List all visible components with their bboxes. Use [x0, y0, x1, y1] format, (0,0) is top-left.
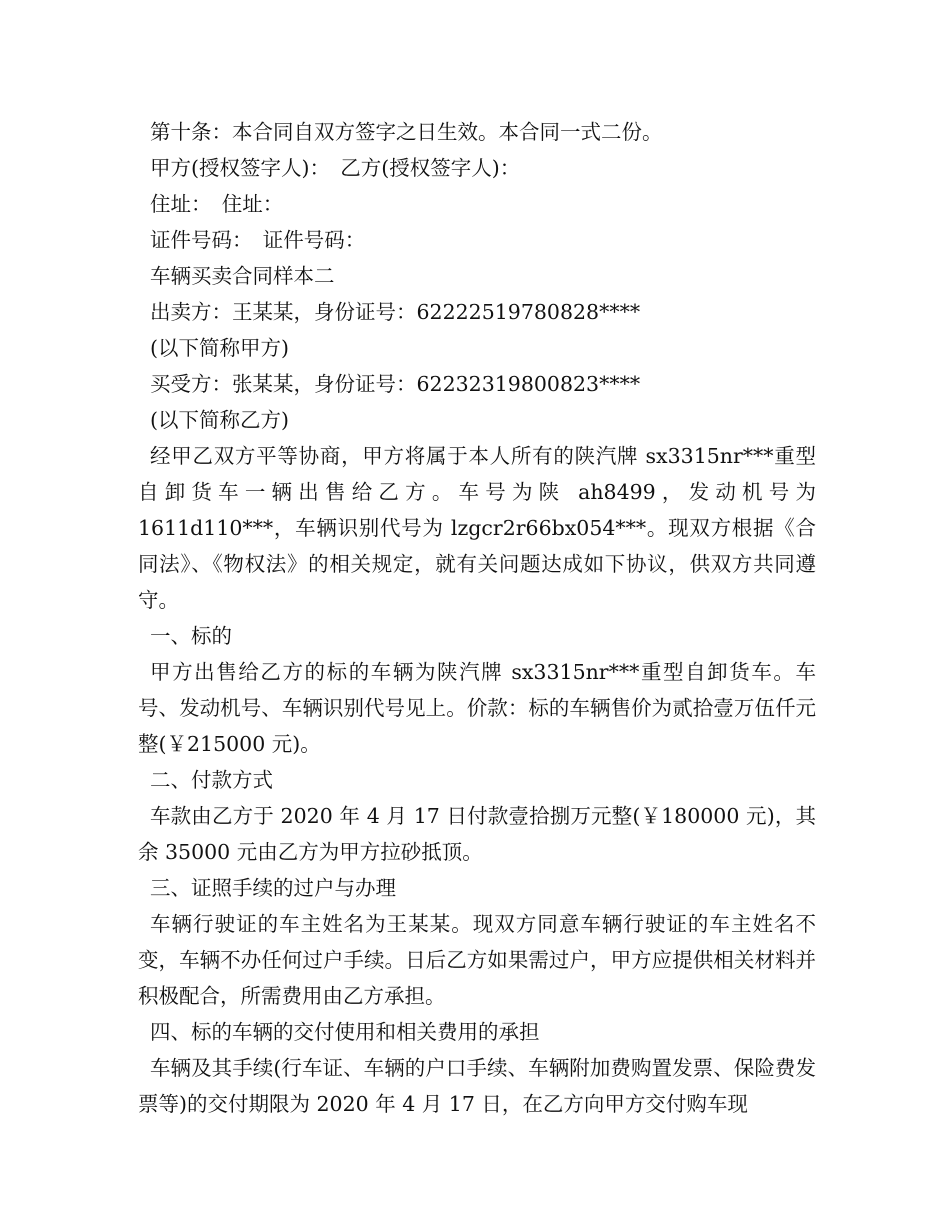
address-labels: 住址： 住址： — [150, 192, 284, 216]
id-number-labels: 证件号码： 证件号码： — [150, 228, 366, 252]
section-body: 车辆及其手续(行车证、车辆的户口手续、车辆附加费购置发票、保险费发票等)的交付期限为 2020 年 4 月 17 日，在乙方向甲方交付购车现 — [138, 1056, 816, 1116]
buyer-info: 买受方：张某某，身份证号：62232319800823**** — [150, 372, 641, 396]
section-body: 甲方出售给乙方的标的车辆为陕汽牌 sx3315nr***重型自卸货车。车号、发动机号、车辆识别代号见上。价款：标的车辆售价为贰拾壹万伍仟元整(￥215000 元)。 — [138, 660, 816, 756]
section-body: 车辆行驶证的车主姓名为王某某。现双方同意车辆行驶证的车主姓名不变，车辆不办任何过户手续。日后乙方如果需过户，甲方应提供相关材料并积极配合，所需费用由乙方承担。 — [138, 912, 816, 1008]
section-heading: 二、付款方式 — [150, 768, 273, 792]
signatory-labels: 甲方(授权签字人)： 乙方(授权签字人)： — [150, 156, 521, 180]
seller-info: 出卖方：王某某，身份证号：62222519780828**** — [150, 300, 641, 324]
clause-ten-text: 第十条：本合同自双方签字之日生效。本合同一式二份。 — [150, 120, 663, 144]
sample-title: 车辆买卖合同样本二 — [150, 264, 335, 288]
section-heading: 一、标的 — [150, 624, 232, 648]
intro-paragraph: 经甲乙双方平等协商，甲方将属于本人所有的陕汽牌 sx3315nr***重型自卸货车一辆出售给乙方。车号为陕 ah8499，发动机号为 1611d110***，车辆识别代号为 lzgcr2r66bx054***。现双方根据《合同法》、《物权法》的相关规定，就有关问题达成如下协议，供双方共同遵守。 — [138, 444, 816, 612]
buyer-alias: (以下简称乙方) — [150, 408, 289, 432]
section-heading: 四、标的车辆的交付使用和相关费用的承担 — [150, 1020, 540, 1044]
section-heading: 三、证照手续的过户与办理 — [150, 876, 396, 900]
document-body — [138, 114, 816, 1122]
section-body: 车款由乙方于 2020 年 4 月 17 日付款壹拾捌万元整(￥180000 元)，其余 35000 元由乙方为甲方拉砂抵顶。 — [138, 804, 816, 864]
seller-alias: (以下简称甲方) — [150, 336, 289, 360]
